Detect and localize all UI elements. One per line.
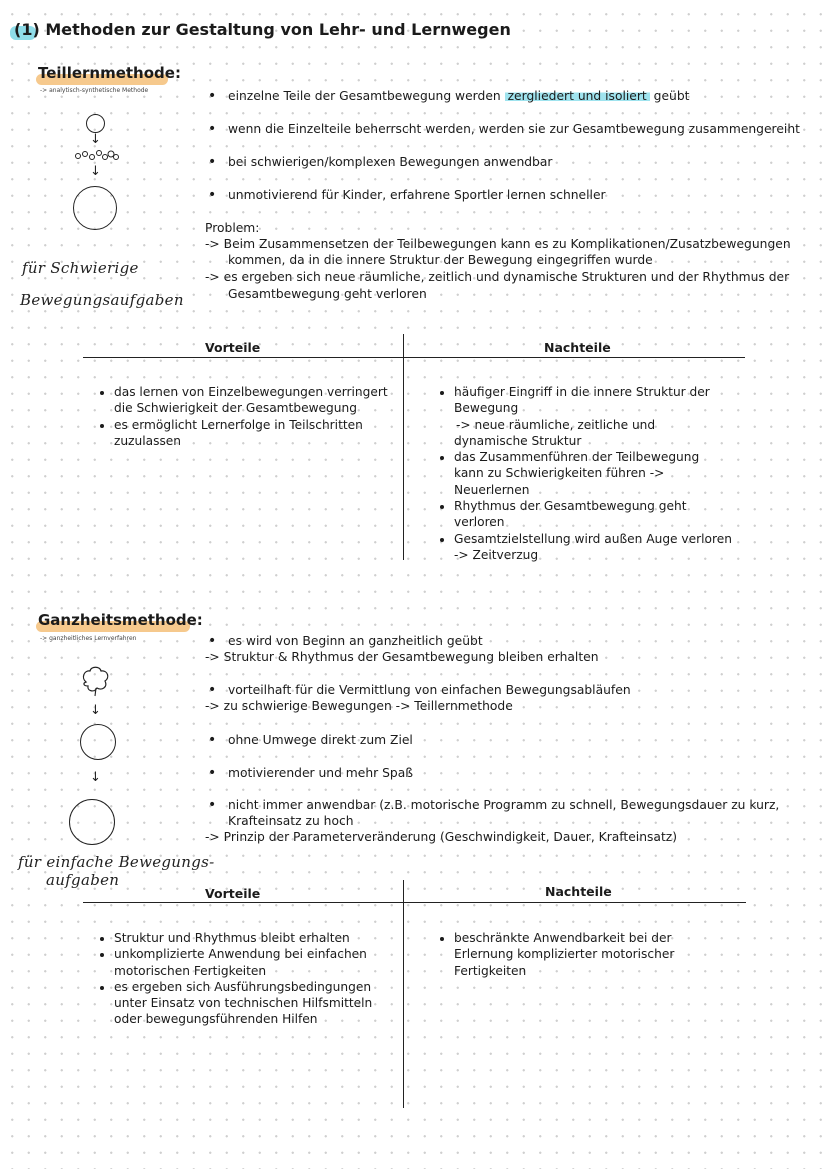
scattered-parts-icon (74, 146, 120, 164)
large-circle-icon (73, 186, 117, 230)
list-item: • einzelne Teile der Gesamtbewegung werden zergliedert und isoliert geübt (228, 88, 689, 104)
section-subtitle: -> analytisch-synthetische Methode (40, 87, 149, 94)
list-item-continued: Krafteinsatz zu hoch (228, 814, 354, 828)
problem-line: Gesamtbewegung geht verloren (228, 287, 427, 301)
list-item: • bei schwierigen/komplexen Bewegungen anwendbar (228, 154, 552, 170)
list-item: • ohne Umwege direkt zum Ziel (228, 732, 413, 748)
arrow-down-icon: ↓ (90, 164, 101, 179)
medium-circle-icon (80, 724, 116, 760)
handwritten-note: aufgaben (46, 871, 120, 889)
problem-line: -> es ergeben sich neue räumliche, zeitlich und dynamische Strukturen und der Rhythmus der (205, 270, 790, 284)
table-cell-vorteile (92, 384, 392, 449)
table-cell-nachteile (432, 930, 722, 979)
table-divider (403, 880, 404, 1108)
arrow-note: -> Struktur & Rhythmus der Gesamtbewegung bleiben erhalten (205, 650, 599, 664)
table-row: • unkomplizierte Anwendung bei einfachen motorischen Fertigkeiten (114, 946, 392, 979)
table-row: • häufiger Eingriff in die innere Struktur der Bewegung -> neue räumliche, zeitliche und dynamische Struktur (454, 384, 732, 449)
list-item: • vorteilhaft für die Vermittlung von einfachen Bewegungsabläufen (228, 682, 631, 698)
highlighted-text: zergliedert und isoliert (505, 89, 650, 103)
handwritten-note: für einfache Bewegungs- (18, 853, 215, 871)
arrow-down-icon: ↓ (90, 703, 101, 718)
table-cell-nachteile (432, 384, 732, 563)
table-row: • es ergeben sich Ausführungsbedingungen unter Einsatz von technischen Hilfsmitteln oder bewegungsführenden Hilfen (114, 979, 392, 1028)
table-row: • Struktur und Rhythmus bleibt erhalten (114, 930, 392, 946)
table-header-vorteile: Vorteile (205, 340, 261, 355)
section-heading-ganzheit: Ganzheitsmethode: (38, 611, 203, 629)
rough-shape-icon (78, 664, 114, 698)
small-circle-icon (86, 114, 105, 133)
problem-line: -> Beim Zusammensetzen der Teilbewegungen kann es zu Komplikationen/Zusatzbewegungen (205, 237, 791, 251)
table-divider (83, 357, 745, 358)
list-item: • es wird von Beginn an ganzheitlich geübt (228, 633, 483, 649)
table-row: • das Zusammenführen der Teilbewegung kann zu Schwierigkeiten führen -> Neuerlernen (454, 449, 732, 498)
table-divider (83, 902, 746, 903)
arrow-note: -> Prinzip der Parameterveränderung (Geschwindigkeit, Dauer, Krafteinsatz) (205, 830, 678, 844)
list-item: • wenn die Einzelteile beherrscht werden, werden sie zur Gesamtbewegung zusammengereiht (228, 121, 800, 137)
table-row: • Gesamtzielstellung wird außen Auge verloren -> Zeitverzug (454, 531, 732, 564)
table-row: • das lernen von Einzelbewegungen verringert die Schwierigkeit der Gesamtbewegung (114, 384, 392, 417)
table-header-nachteile: Nachteile (544, 340, 611, 355)
page-title: (1) Methoden zur Gestaltung von Lehr- und Lernwegen (14, 20, 511, 39)
handwritten-note: für Schwierige (22, 259, 139, 277)
table-header-vorteile: Vorteile (205, 886, 261, 901)
large-circle-icon (69, 799, 115, 845)
arrow-down-icon: ↓ (90, 132, 101, 147)
table-row: • beschränkte Anwendbarkeit bei der Erlernung komplizierter motorischer Fertigkeiten (454, 930, 722, 979)
arrow-note: -> zu schwierige Bewegungen -> Teillernmethode (205, 699, 513, 713)
arrow-down-icon: ↓ (90, 770, 101, 785)
table-divider (403, 334, 404, 560)
list-item: • motivierender und mehr Spaß (228, 765, 413, 781)
section-subtitle: -> ganzheitliches Lernverfahren (40, 635, 137, 642)
handwritten-note: Bewegungsaufgaben (20, 291, 184, 309)
table-cell-vorteile (92, 930, 392, 1028)
table-row: • es ermöglicht Lernerfolge in Teilschritten zuzulassen (114, 417, 392, 450)
list-item: • nicht immer anwendbar (z.B. motorische Programm zu schnell, Bewegungsdauer zu kurz, (228, 797, 779, 813)
problem-label: Problem: (205, 221, 260, 235)
list-item: • unmotivierend für Kinder, erfahrene Sportler lernen schneller (228, 187, 606, 203)
section-heading-teillern: Teillernmethode: (38, 64, 181, 82)
problem-line: kommen, da in die innere Struktur der Bewegung eingegriffen wurde (228, 253, 653, 267)
table-header-nachteile: Nachteile (545, 884, 612, 899)
table-row: • Rhythmus der Gesamtbewegung geht verloren (454, 498, 732, 531)
